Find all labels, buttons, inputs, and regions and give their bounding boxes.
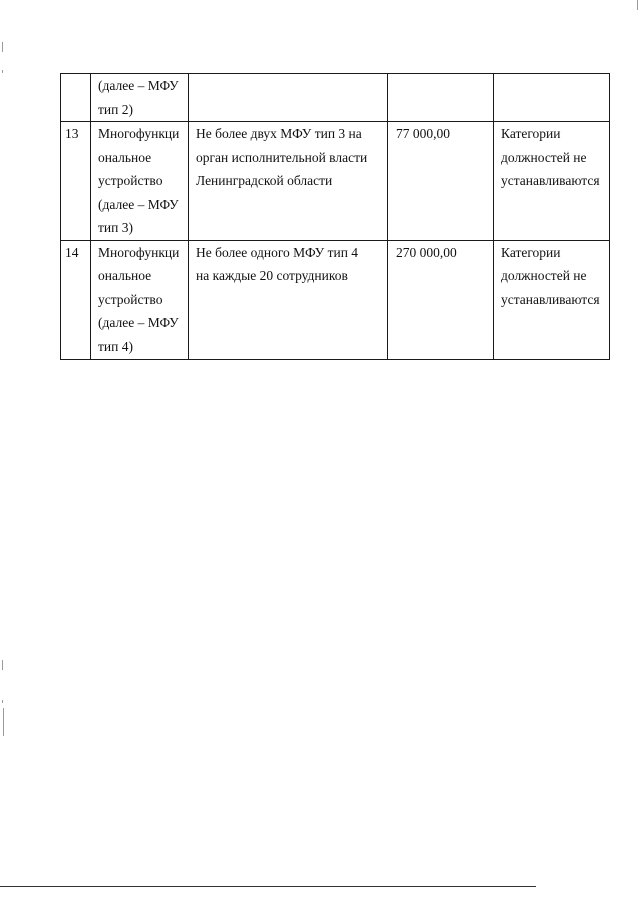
device-name-line: Многофункци bbox=[98, 244, 180, 260]
row-number: 14 bbox=[65, 244, 79, 260]
quantity-norm-line: Ленинградской области bbox=[196, 173, 333, 188]
device-name-line: устройство bbox=[98, 291, 163, 307]
device-name-cell bbox=[91, 74, 189, 122]
row-number: 13 bbox=[65, 126, 79, 141]
device-name-line: (далее – МФУ bbox=[98, 196, 179, 212]
device-name-cell bbox=[91, 240, 189, 359]
price-value: 77 000,00 bbox=[396, 126, 450, 141]
position-category-line: Категории bbox=[501, 126, 561, 141]
device-name-line: (далее – МФУ bbox=[98, 78, 179, 93]
price-value: 270 000,00 bbox=[396, 244, 457, 260]
device-name-line: тип 2) bbox=[98, 101, 133, 117]
price-cell bbox=[388, 240, 494, 359]
device-name-line: (далее – МФУ bbox=[98, 315, 179, 330]
row-number-cell bbox=[61, 240, 91, 359]
scan-edge-mark bbox=[2, 660, 3, 670]
quantity-norm-line: Не более одного МФУ тип 4 bbox=[196, 244, 359, 260]
scan-edge-mark bbox=[2, 42, 3, 52]
scan-edge-mark bbox=[637, 0, 638, 10]
scan-edge-mark bbox=[3, 708, 4, 736]
position-category-line: должностей не bbox=[501, 149, 587, 165]
device-name-line: ональное bbox=[98, 268, 152, 283]
device-name-line: ональное bbox=[98, 149, 152, 165]
table-row bbox=[61, 122, 610, 241]
quantity-norm-line: на каждые 20 сотрудников bbox=[196, 268, 348, 283]
quantity-norm-cell bbox=[189, 240, 388, 359]
quantity-norm-line: орган исполнительной власти bbox=[196, 149, 368, 165]
position-category-line: устанавливаются bbox=[501, 291, 600, 307]
page-bottom-rule bbox=[0, 886, 536, 887]
position-category-line: Категории bbox=[501, 244, 561, 260]
quantity-norm-cell bbox=[189, 74, 388, 122]
device-name-line: устройство bbox=[98, 173, 163, 188]
table-row bbox=[61, 240, 610, 359]
scan-edge-mark bbox=[2, 70, 3, 73]
scan-edge-mark bbox=[2, 700, 3, 703]
quantity-norm-line: Не более двух МФУ тип 3 на bbox=[196, 126, 362, 141]
quantity-norm-cell bbox=[189, 122, 388, 241]
price-cell bbox=[388, 122, 494, 241]
position-category-cell bbox=[494, 122, 610, 241]
device-name-line: тип 4) bbox=[98, 338, 133, 354]
table-row bbox=[61, 74, 610, 122]
position-category-cell bbox=[494, 74, 610, 122]
position-category-line: устанавливаются bbox=[501, 173, 600, 188]
position-category-cell bbox=[494, 240, 610, 359]
device-name-line: тип 3) bbox=[98, 220, 133, 235]
equipment-norms-table bbox=[60, 73, 610, 360]
row-number-cell bbox=[61, 74, 91, 122]
position-category-line: должностей не bbox=[501, 268, 587, 283]
price-cell bbox=[388, 74, 494, 122]
row-number-cell bbox=[61, 122, 91, 241]
device-name-line: Многофункци bbox=[98, 126, 180, 141]
device-name-cell bbox=[91, 122, 189, 241]
